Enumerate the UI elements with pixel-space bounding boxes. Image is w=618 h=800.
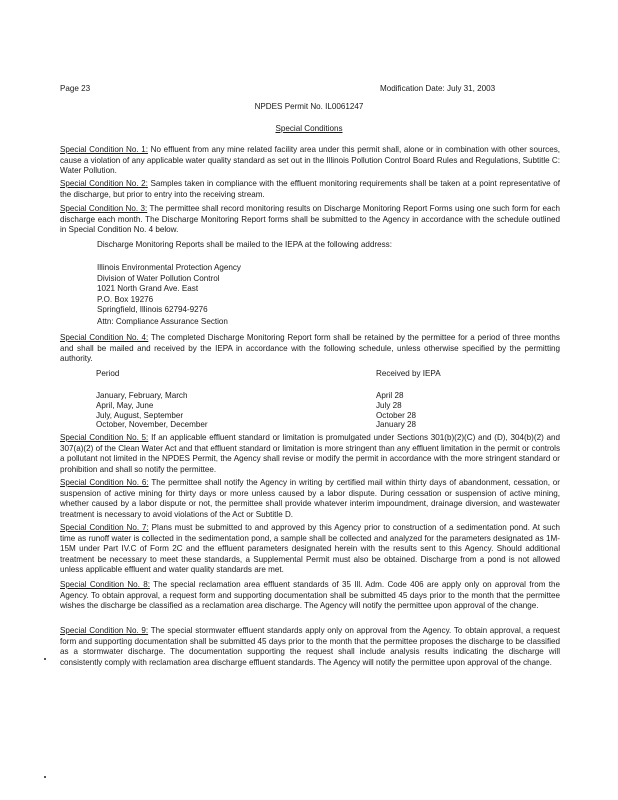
condition-label: Special Condition No. 2:	[60, 179, 148, 188]
page-number: Page 23	[60, 84, 91, 93]
condition-label: Special Condition No. 7:	[60, 523, 149, 532]
column-header-period: Period	[96, 369, 120, 378]
received-cell: July 28	[376, 400, 402, 410]
modification-date: Modification Date: July 31, 2003	[380, 84, 496, 93]
period-cell: January, February, March	[96, 391, 188, 400]
condition-text: The special stormwater effluent standards apply only on approval from the Agency. To obtain approval, a request form and supporting documentation shall be submitted 45 days prior to the month that the permittee proposes the discharge to be classified as a stormwater discharge. The documentation supporting the request shall include analysis results indicating the discharge will consistently comply with reclamation area discharge effluent standards. The Agency will notify the permittee upon approval of the change.	[60, 626, 560, 667]
special-condition-6	[60, 478, 560, 520]
condition-label: Special Condition No. 6:	[60, 478, 149, 487]
scan-speck	[44, 776, 46, 778]
received-cell: October 28	[376, 410, 417, 420]
received-cell: January 28	[376, 420, 417, 430]
special-condition-4	[60, 333, 560, 365]
address-line: Division of Water Pollution Control	[97, 273, 220, 283]
condition-label: Special Condition No. 3:	[60, 204, 148, 213]
period-cell: October, November, December	[96, 420, 208, 430]
special-condition-2	[60, 179, 560, 200]
condition-label: Special Condition No. 9:	[60, 626, 149, 635]
special-condition-1	[60, 145, 560, 177]
table-row	[96, 401, 476, 411]
table-header	[96, 369, 476, 380]
condition-label: Special Condition No. 1:	[60, 145, 148, 154]
condition-label: Special Condition No. 5:	[60, 433, 149, 442]
condition-text: The permittee shall notify the Agency in writing by certified mail within thirty days of abandonment, cessation, or suspension of active mining for thirty days or more unless caused by a labor dispute. During cessation or suspension of active mining, whether caused by a labor dispute or not, the permittee shall provide whatever interim impoundment, drainage diversion, and wastewater treatment is necessary to avoid violations of the Act or Subtitle D.	[60, 478, 560, 519]
address-line: 1021 North Grand Ave. East	[97, 284, 199, 293]
mail-instruction: Discharge Monitoring Reports shall be mailed to the IEPA at the following address:	[97, 240, 392, 249]
condition-text: The special reclamation area effluent standards of 35 Ill. Adm. Code 406 are apply only on approval from the Agency. To obtain approval, a request form and supporting documentation shall be submitted 45 days prior to the month that the permittee wishes the discharge be classified as a reclamation area discharge. The Agency will notify the permittee upon approval of the change.	[60, 580, 560, 610]
table-row	[96, 411, 476, 421]
condition-label: Special Condition No. 8:	[60, 580, 150, 589]
column-header-received: Received by IEPA	[376, 369, 441, 378]
special-condition-7	[60, 523, 560, 576]
condition-text: If an applicable effluent standard or limitation is promulgated under Sections 301(b)(2)(C) and (D), 304(b)(2) and 307(a)(2) of the Clean Water Act and that effluent standard or limitation is more stringent than any effluent limitation in the permit or controls a pollutant not limited in the NPDES Permit, the Agency shall revise or modify the permit in accordance with the more stringent standard or prohibition and shall so notify the permittee.	[60, 433, 561, 474]
condition-text: No effluent from any mine related facility area under this permit shall, alone or in combination with other sources, cause a violation of any applicable water quality standard as set out in the Illinois Pollution Control Board Rules and Regulations, Subtitle C: Water Pollution.	[60, 145, 560, 175]
condition-text: Plans must be submitted to and approved by this Agency prior to construction of a sedimentation pond. At such time as runoff water is collected in the sedimentation pond, a sample shall be collected and analyzed for the parameters designated as 1M-15M under Part IV.C of Form 2C and the effluent parameters designated herein with the results sent to this Agency. Should additional treatment be necessary to meet these standards, a Supplemental Permit must also be obtained. Discharge from a pond is not allowed unless applicable effluent and water quality standards are met.	[60, 523, 561, 574]
special-condition-8	[60, 580, 560, 612]
condition-text: The completed Discharge Monitoring Report form shall be retained by the permittee for a period of three months and shall be mailed and received by the IEPA in accordance with the following schedule, unless otherwise specified by the permitting authority.	[60, 333, 560, 363]
period-cell: July, August, September	[96, 410, 184, 420]
condition-label: Special Condition No. 4:	[60, 333, 149, 342]
condition-text: The permittee shall record monitoring results on Discharge Monitoring Report Forms using one such form for each discharge each month. The Discharge Monitoring Report forms shall be submitted to the Agency in accordance with the schedule outlined in Special Condition No. 4 below.	[60, 204, 560, 234]
condition-text: Samples taken in compliance with the effluent monitoring requirements shall be taken at a point representative of the discharge, but prior to entry into the receiving stream.	[60, 179, 560, 199]
permit-title: NPDES Permit No. IL0061247	[254, 102, 364, 111]
table-row	[96, 391, 476, 401]
period-cell: April, May, June	[96, 400, 154, 410]
special-condition-9	[60, 626, 560, 668]
reporting-schedule-table	[96, 369, 476, 430]
section-title: Special Conditions	[275, 124, 343, 133]
address-line: Illinois Environmental Protection Agency	[97, 263, 241, 272]
address-line: Springfield, Illinois 62794-9276	[97, 305, 208, 314]
received-cell: April 28	[376, 391, 404, 400]
special-condition-3	[60, 204, 560, 236]
scan-speck	[44, 658, 46, 660]
mailing-address	[97, 263, 397, 316]
special-condition-5	[60, 433, 560, 475]
address-line: P.O. Box 19276	[97, 294, 154, 304]
table-row	[96, 420, 476, 430]
attention-line: Attn: Compliance Assurance Section	[97, 317, 228, 326]
